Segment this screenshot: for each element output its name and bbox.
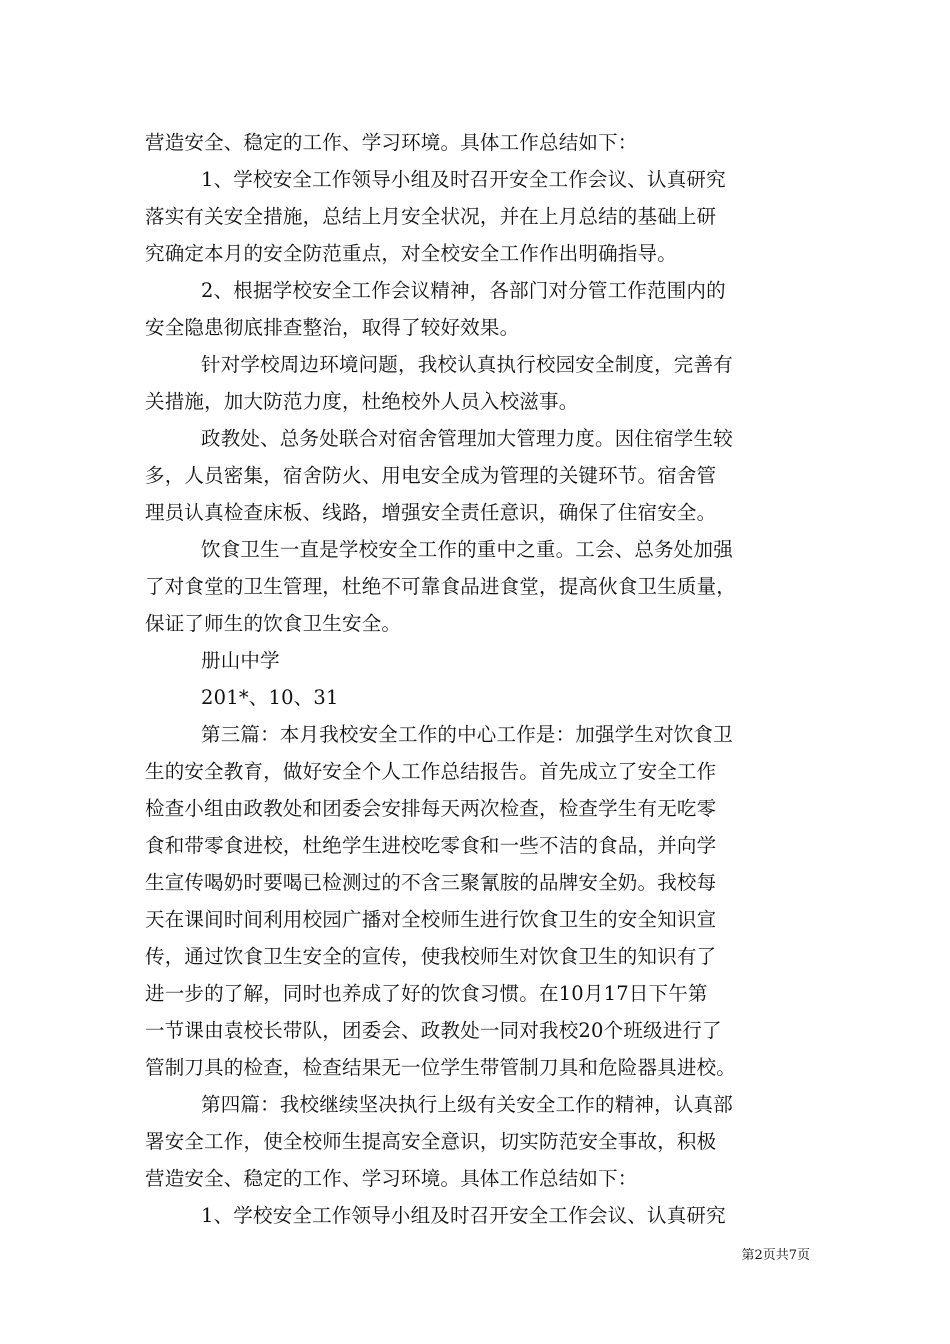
text-line: 第三篇：本月我校安全工作的中心工作是：加强学生对饮食卫	[201, 723, 733, 746]
text-line: 生宣传喝奶时要喝已检测过的不含三聚氰胺的品牌安全奶。我校每	[145, 871, 717, 894]
text-line: 署安全工作，使全校师生提高安全意识，切实防范安全事故，积极	[145, 1130, 717, 1153]
text-line: 一节课由袁校长带队，团委会、政教处一同对我校20个班级进行了	[145, 1019, 722, 1042]
text-line: 安全隐患彻底排查整治，取得了较好效果。	[145, 316, 520, 339]
text-line: 册山中学	[201, 649, 280, 672]
text-line: 多，人员密集，宿舍防火、用电安全成为管理的关键环节。宿舍管	[145, 464, 717, 487]
text-line: 传，通过饮食卫生安全的宣传，使我校师生对饮食卫生的知识有了	[145, 945, 717, 968]
text-line: 保证了师生的饮食卫生安全。	[145, 612, 402, 635]
text-line: 第四篇：我校继续坚决执行上级有关安全工作的精神，认真部	[201, 1093, 733, 1116]
text-line: 关措施，加大防范力度，杜绝校外人员入校滋事。	[145, 390, 579, 413]
text-line: 管制刀具的检查，检查结果无一位学生带管制刀具和危险器具进校。	[145, 1056, 737, 1079]
text-line: 生的安全教育，做好安全个人工作总结报告。首先成立了安全工作	[145, 760, 717, 783]
document-body	[145, 124, 809, 1234]
text-line: 2、根据学校安全工作会议精神，各部门对分管工作范围内的	[201, 279, 726, 302]
text-line: 了对食堂的卫生管理，杜绝不可靠食品进食堂，提高伙食卫生质量，	[145, 575, 737, 598]
text-line: 天在课间时间利用校园广播对全校师生进行饮食卫生的安全知识宣	[145, 908, 717, 931]
text-line: 理员认真检查床板、线路，增强安全责任意识，确保了住宿安全。	[145, 501, 717, 524]
text-line: 检查小组由政教处和团委会安排每天两次检查，检查学生有无吃零	[145, 797, 717, 820]
text-line: 政教处、总务处联合对宿舍管理加大管理力度。因住宿学生较	[201, 427, 733, 450]
page-number: 第2页共7页	[741, 1248, 810, 1263]
text-line: 落实有关安全措施，总结上月安全状况，并在上月总结的基础上研	[145, 205, 717, 228]
text-line: 进一步的了解，同时也养成了好的饮食习惯。在10月17日下午第	[145, 982, 708, 1005]
text-line: 营造安全、稳定的工作、学习环境。具体工作总结如下：	[145, 1167, 638, 1190]
text-line: 201*、10、31	[201, 686, 339, 709]
text-line: 究确定本月的安全防范重点，对全校安全工作作出明确指导。	[145, 242, 677, 265]
text-line: 营造安全、稳定的工作、学习环境。具体工作总结如下：	[145, 131, 638, 154]
text-line: 食和带零食进校，杜绝学生进校吃零食和一些不洁的食品，并向学	[145, 834, 717, 857]
text-line: 1、学校安全工作领导小组及时召开安全工作会议、认真研究	[201, 1204, 726, 1227]
text-line: 针对学校周边环境问题，我校认真执行校园安全制度，完善有	[201, 353, 733, 376]
text-line: 饮食卫生一直是学校安全工作的重中之重。工会、总务处加强	[201, 538, 733, 561]
text-line: 1、学校安全工作领导小组及时召开安全工作会议、认真研究	[201, 168, 726, 191]
